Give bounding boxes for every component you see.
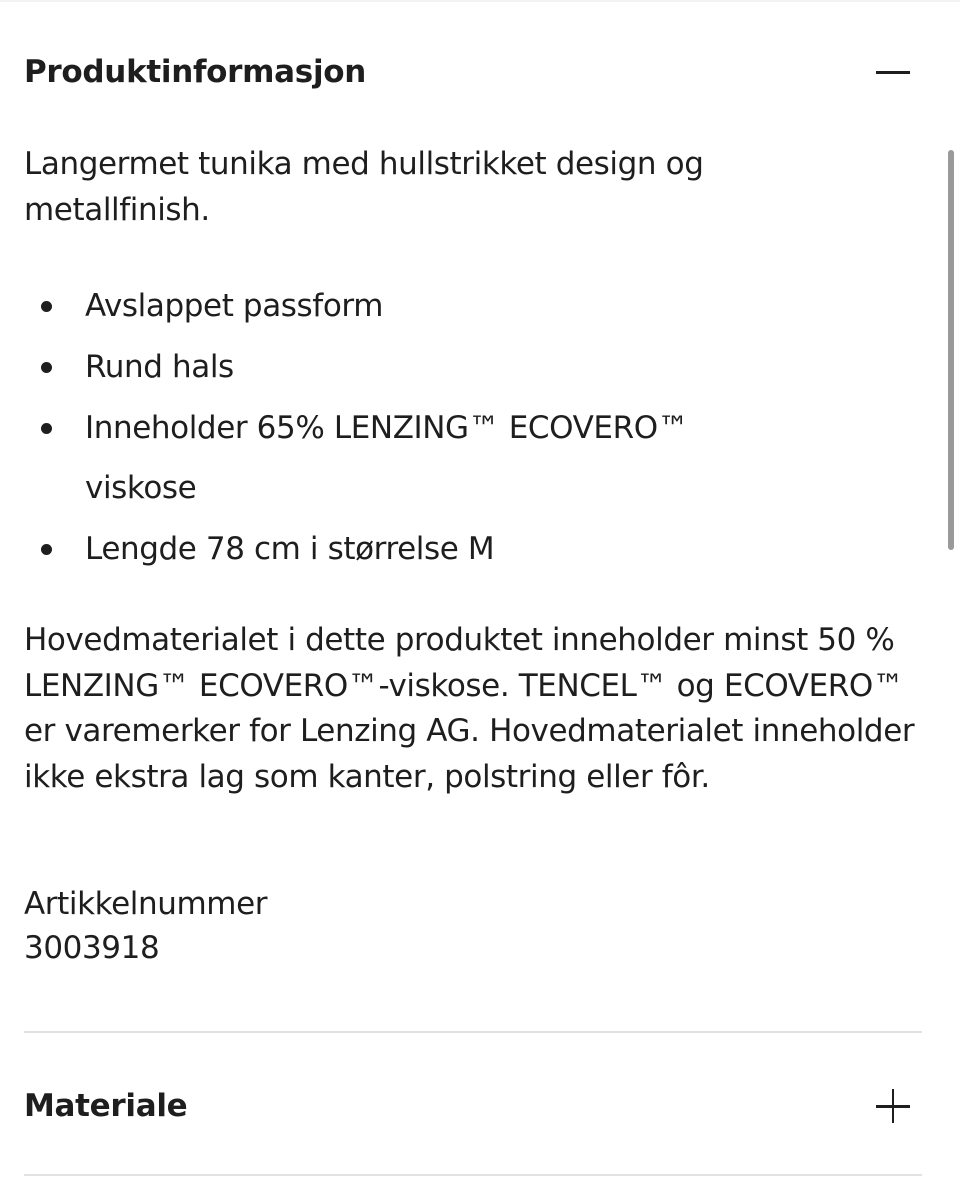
scrollbar[interactable] [948,150,954,550]
feature-list [24,276,884,580]
bullet-icon [41,301,52,312]
accordion-header-materiale[interactable] [24,1078,922,1134]
minus-icon[interactable] [874,53,912,91]
section-title: Materiale [24,1088,188,1124]
feature-text: Inneholder 65% LENZING™ ECOVERO™ viskose [85,410,689,506]
accordion-header-produktinformasjon[interactable] [24,44,922,100]
feature-text: Rund hals [85,349,234,385]
material-description: Hovedmaterialet i dette produktet inneholder minst 50 % LENZING™ ECOVERO™-viskose. TENCEL™ og ECOVERO™ er varemerker for Lenzing AG. Hovedmaterialet inneholder ikke ekstra lag som kanter, polstring eller fôr. [24,622,915,795]
minus-icon-bar [876,71,910,74]
plus-icon[interactable] [874,1087,912,1125]
section-divider [24,1031,922,1033]
article-number-value: 3003918 [24,930,160,966]
list-item [24,276,884,336]
top-edge [0,0,960,2]
feature-text: Lengde 78 cm i størrelse M [85,531,495,567]
list-item [24,337,884,397]
feature-text: Avslappet passform [85,288,383,324]
bullet-icon [41,362,52,373]
plus-icon-bar-vertical [892,1089,895,1123]
list-item [24,519,884,579]
article-number-label: Artikkelnummer [24,886,268,922]
article-number-block [24,882,884,970]
section-divider [24,1174,922,1176]
section-title: Produktinformasjon [24,54,367,90]
bullet-icon [41,544,52,555]
list-item [24,398,805,518]
product-description: Langermet tunika med hullstrikket design og metallfinish. [24,146,704,228]
bullet-icon [41,423,52,434]
